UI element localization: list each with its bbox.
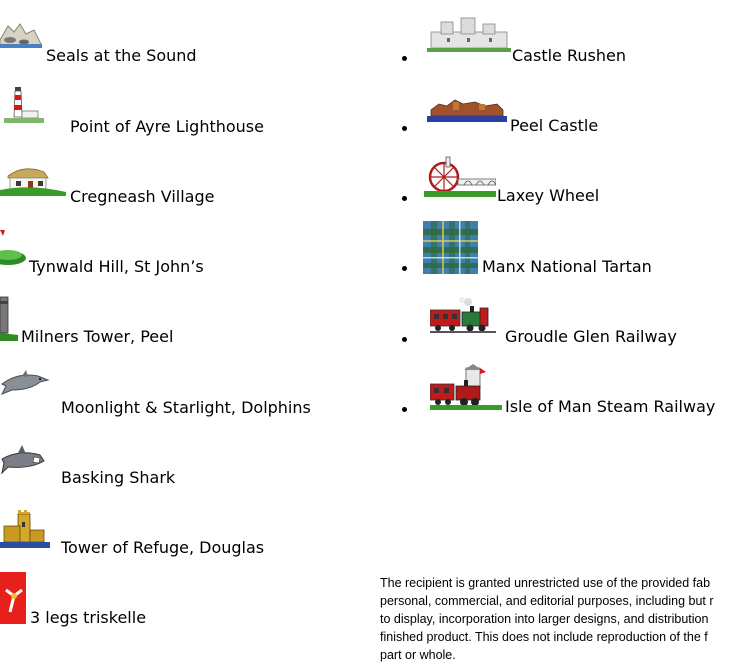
list-bullet [402,126,407,131]
waterwheel-icon [424,155,496,197]
dolphin-icon [0,368,52,398]
list-item-label: Milners Tower, Peel [21,327,174,346]
castle-icon [427,16,511,52]
list-item-label: Laxey Wheel [497,186,600,205]
notice-line: to display, incorporation into larger designs, and distribution [380,612,709,626]
list-item-label: Basking Shark [61,468,176,487]
steam-train-icon [430,364,502,410]
seals-icon [0,18,42,48]
triskelion-icon [0,572,26,624]
list-item-label: Manx National Tartan [482,257,652,276]
train-icon [430,296,496,336]
list-item-label: Seals at the Sound [46,46,197,65]
shark-icon [0,443,46,477]
list-item-label: Cregneash Village [70,187,215,206]
list-item-label: Castle Rushen [512,46,626,65]
notice-line: The recipient is granted unrestricted use of the provided fab [380,576,711,590]
cottage-icon [0,162,66,196]
lighthouse-icon [4,83,44,127]
usage-notice [380,574,740,664]
refuge-tower-icon [0,504,50,550]
list-item-label: Groudle Glen Railway [505,327,677,346]
hill-icon [0,228,26,270]
list-item-label: Isle of Man Steam Railway [505,397,716,416]
list-bullet [402,407,407,412]
list-bullet [402,196,407,201]
list-item-label: Tynwald Hill, St John’s [29,257,204,276]
list-item-label: Moonlight & Starlight, Dolphins [61,398,311,417]
list-item-label: Peel Castle [510,116,599,135]
list-item-label: Point of Ayre Lighthouse [70,117,264,136]
list-item-label: Tower of Refuge, Douglas [61,538,265,557]
notice-line: finished product. This does not include reproduction of the f [380,630,708,644]
peel-castle-icon [427,98,507,122]
tower-icon [0,295,18,341]
notice-line: part or whole. [380,648,456,662]
list-item-label: 3 legs triskelle [30,608,147,627]
list-bullet [402,266,407,271]
list-bullet [402,56,407,61]
notice-line: personal, commercial, and editorial purposes, including but r [380,594,714,608]
list-bullet [402,337,407,342]
tartan-icon [423,221,478,274]
